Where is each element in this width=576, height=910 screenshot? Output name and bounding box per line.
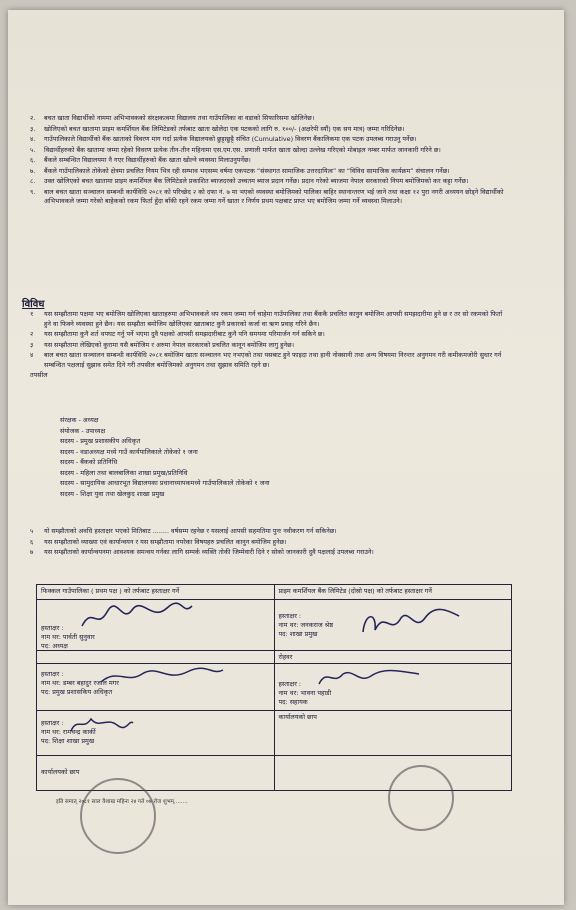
list-item — [30, 538, 510, 548]
list-item — [30, 188, 510, 207]
list-item — [30, 114, 510, 124]
item-text: उक्त खोलिएको बचत खातामा प्राइम कमर्शियल बैंक लिमिटेडले प्रकाशित ब्याजदरको उच्चतम ब्याज प्रदान गर्नेछ। प्रदान गरेको ब्याजमा नेपाल सरकारको नियम बमोजिमको कर कट्टा गर्नेछ। — [44, 177, 469, 185]
vividh-list — [30, 310, 510, 381]
item-text: बैंकले सम्बन्धित विद्यालयमा नै गएर विद्यार्थीहरुको बैंक खाता खोल्ने व्यवस्था मिलाउनुपर्नेछ। — [44, 156, 251, 164]
signature-label: हस्ताक्षर : — [41, 719, 64, 727]
signatory-post: पद: सहायक — [278, 698, 308, 706]
first-party-stamp-area — [37, 756, 274, 790]
committee-member: सदस्य - प्रमुख प्रशासकीय अधिकृत — [60, 437, 141, 445]
signatory-post: पद: अध्यक्ष — [41, 642, 68, 650]
signature-label: हस्ताक्षर : — [41, 670, 64, 678]
signature-table — [36, 584, 512, 791]
list-item — [30, 167, 510, 177]
handwritten-signature — [67, 713, 137, 735]
signatory-name: नाम थर: जनकराज श्रेष्ठ — [278, 621, 333, 629]
item-number: १ — [30, 310, 34, 318]
item-text: खोलिएको बचत खातामा प्राइम कमर्शियल बैंक लिमिटेडको तर्फबाट खाता खोलेदा एक पटकको लागि रु. १००/- (अक्षरेपी स्यौं) एक सय मात्र) जम्मा गरिदिनेछ। — [44, 124, 405, 133]
list-item — [30, 310, 510, 329]
committee-member: सदस्य - शिक्षा युवा तथा खेलकुद शाखा प्रमुख — [60, 489, 165, 498]
handwritten-signature — [97, 666, 227, 688]
item-number: ७ — [30, 548, 34, 556]
list-item — [30, 341, 510, 351]
list-item — [30, 156, 510, 166]
item-number: ४. — [30, 135, 36, 143]
item-number: ४ — [30, 351, 34, 359]
signatory-name: नाम थर: रामचन्द्र कार्की — [41, 728, 96, 736]
signatory-post: पद: शाखा प्रमुख — [278, 630, 318, 638]
date-footnote: इति सम्वत् २०८१ साल वैशाख महिना २४ गते ०४ रोज शुभम्........ — [56, 799, 188, 805]
item-text: यस सम्झौतामा कुनै शर्त थपघट गर्नु पर्ने भएमा दुवै पक्षको आपसी समझदारीबाट कुनै पनि समयमा परिमार्जन गर्न सकिने छ। — [44, 330, 325, 338]
signature-label: हस्ताक्षर : — [41, 624, 64, 632]
committee-member: सदस्य - बैंकको प्रतिनिधि — [60, 458, 118, 466]
list-item — [30, 330, 510, 340]
item-number: ७. — [30, 166, 36, 175]
handwritten-signature — [315, 666, 425, 690]
signatory-name: नाम थर: भावना पहाडी — [278, 689, 332, 697]
list-item — [30, 351, 510, 370]
item-number: ६. — [30, 156, 36, 164]
handwritten-signature — [77, 602, 197, 632]
first-party-signatory-3 — [37, 711, 274, 755]
item-number: ९. — [30, 187, 36, 196]
section-heading: विविध — [22, 299, 45, 310]
item-number: ५ — [30, 527, 34, 535]
item-text: बाल बचत खाता सञ्चालन सम्बन्धी कार्यविधि २०८१ को परिच्छेद २ को दफा नं. ७ मा भएको व्यवस्था बमोजिमको पालिका बाहिर स्थानान्तरण भई जाने तथा कक्षा १२ पुरा नगरी अध्ययन छोड्ने विद्यार्थीको अभिभावकले जम्मा गरेको बाहेकको रकम फिर्ता हुँदा बाँकी रहने रकम जम्मा गर्ने खाता र निर्णय प्रथम पक्षबाट प्राप्त भए बमोजिम जम्मा गर्ने व्यवस्था मिलाउने। — [44, 187, 504, 205]
tapsil-label: तपसील — [30, 371, 48, 379]
committee-member: संयोजक - उपाध्यक्ष — [60, 426, 106, 435]
office-stamp-left — [80, 778, 156, 854]
item-number: ६ — [30, 537, 34, 546]
list-item — [30, 548, 510, 558]
item-text: यस सम्झौतामा पक्षमा भए बमोजिम खोलिएका खाताहरुमा अभिभावकले थप रकम जम्मा गर्न चाहेमा गाउँपालिका तथा बैंककै प्रचलित कानुन बमोजिम आपसी समझदारीमा हुने छ र तर सो रकमको फिर्ता हुने वा फिक्ने व्यवस्था हुने छैन। यस सम्झौता बमोजिम खोलिएका खाताबाट कुनै प्रकारको कर्जा वा ऋण प्रवाह गरिने छैन। — [44, 310, 503, 328]
item-number: ३. — [30, 124, 36, 133]
second-party-signatory-1 — [274, 600, 512, 650]
committee-member: सदस्य - सामुदायिक आधारभूत विद्यालयका प्रधानाध्यापकमध्ये गाउँपालिकाले तोकेको १ जना — [60, 479, 270, 487]
signatory-post: पद: शिक्षा शाखा प्रमुख — [41, 737, 95, 745]
list-item — [30, 146, 510, 156]
item-number: ३ — [30, 340, 34, 349]
item-text: बचत खाता विद्यार्थीको नाममा अभिभावकको संरक्षकत्वमा विद्यालय तथा गाउँपालिका वा वडाको सिफारिसमा खोलिनेछ। — [44, 114, 315, 122]
handwritten-signature — [355, 606, 465, 640]
office-stamp-right — [388, 765, 454, 831]
first-party-signatory-1 — [37, 600, 274, 650]
second-party-signatory-2 — [274, 664, 512, 710]
item-number: ५. — [30, 145, 36, 154]
document-page — [8, 10, 564, 905]
list-item — [30, 135, 510, 145]
item-number: २. — [30, 114, 36, 122]
item-text: यस सम्झौताको कार्यान्वयनमा आवश्यक समन्वय गर्नका लागि सम्पर्क व्यक्ति तोकी जिम्मेवारी दिने र सोको जानकारी दुवै पक्षलाई उपलब्ध गराउने। — [44, 548, 374, 556]
first-party-signatory-2 — [37, 664, 274, 710]
stamp-label: कार्यालयको छाप — [41, 768, 80, 776]
list-item — [30, 177, 510, 187]
signatory-name: नाम थर: पार्वती सुनुवार — [41, 633, 95, 641]
terms-list-top — [30, 114, 510, 208]
item-text: गाउँपालिकाले विद्यार्थीको बैंक खाताको विवरण माग गर्दा प्रत्येक विद्यालयको छुट्टाछुट्टै संचित (Cumulative) विवरण बैंकालिकमा एक पटक उपलब्ध गराउनु पर्नेछ। — [44, 135, 417, 143]
item-text: बैंकले गाउँपालिकाले तोकेको क्षेत्रमा प्रचलित नियम भित्र रही सम्भाव भएसम्म वर्षमा एकपटक “संस्थागत सामाजिक उत्तरदायित्व” का “विविध सामाजिक कार्यक्रम” संचालन गर्नेछ। — [44, 166, 450, 175]
list-item — [30, 125, 510, 135]
item-number: २ — [30, 330, 34, 338]
committee-member: सदस्य - महिला तथा बालबालिका शाखा प्रमुख/प्रतिनिधि — [60, 468, 188, 477]
item-text: बाल बचत खाता सञ्चालन सम्बन्धी कार्यविधि २०८१ बमोजिम खाता सञ्चालन भए नभएको तथा यसबाट हुने फाइदा तथा हानी नोक्सानी तथा अन्य विषयमा निरन्तर अनुगमन गरी कमीकमजोरी सुधार गर्न सम्बन्धित पक्षलाई सुझाव समेत दिने गरी तपसील बमोजिमको अनुगमन तथा सुझाव समिति रहने छ। — [44, 351, 502, 369]
stamp-label: कार्यालयको छाप — [278, 713, 317, 721]
signatory-name: नाम थर: डम्बर बहादुर रजाल मगर — [41, 679, 119, 687]
item-text: यस सम्झौतामा लेखिएको कुरामा यसै बमोजिम र अरुमा नेपाल सरकारको प्रचलित कानून बमोजिम लागु हुनेछ। — [44, 340, 295, 349]
committee-list — [60, 415, 270, 499]
second-party-header: प्राइम कमर्शियल बैंक लिमिटेड (दोस्रो पक्ष) को तर्फबाट हस्ताक्षर गर्ने — [274, 585, 512, 599]
terms-list-bottom — [30, 527, 510, 559]
item-text: यो सम्झौताको अवधि हस्ताक्षर भएको मितिबाट ........ वर्षसम्म रहनेछ र यसलाई आपसी सहमतिमा पुनः नवीकरण गर्न सकिनेछ। — [44, 527, 337, 535]
item-text: यस सम्झौताको व्याख्या एवं कार्यान्वयन र यस सम्झौतामा नपरेका विषयहरु प्रचलित कानुन बमोजिम हुनेछ। — [44, 537, 287, 546]
committee-member: संरक्षक - अध्यक्ष — [60, 416, 99, 424]
second-party-stamp-area — [274, 711, 512, 755]
list-item — [30, 527, 510, 537]
signature-label: हस्ताक्षर : — [278, 612, 302, 620]
committee-member: सदस्य - वडाअध्यक्ष मध्ये गाउँ कार्यपालिकाले तोकेको १ जना — [60, 447, 198, 456]
signature-label: हस्ताक्षर : — [278, 680, 302, 688]
witness-label: रोहवर — [274, 651, 512, 663]
item-text: विद्यार्थीहरुको बैंक खातामा जम्मा रहेको विवरण प्रत्येक तीन-तीन महिनामा एस.एम.एस. प्रणाली मार्फत खाता खोल्दा उल्लेख गरिएको मोबाइल नम्बर मार्फत जानकारी गरिने छ। — [44, 145, 441, 154]
signatory-post: पद: प्रमुख प्रशासकिय अधिकृत — [41, 688, 113, 696]
item-number: ८. — [30, 177, 36, 185]
first-party-header: फिक्कल गाउँपालिका ( प्रथम पक्ष ) को तर्फबाट हस्ताक्षर गर्ने — [41, 587, 180, 595]
